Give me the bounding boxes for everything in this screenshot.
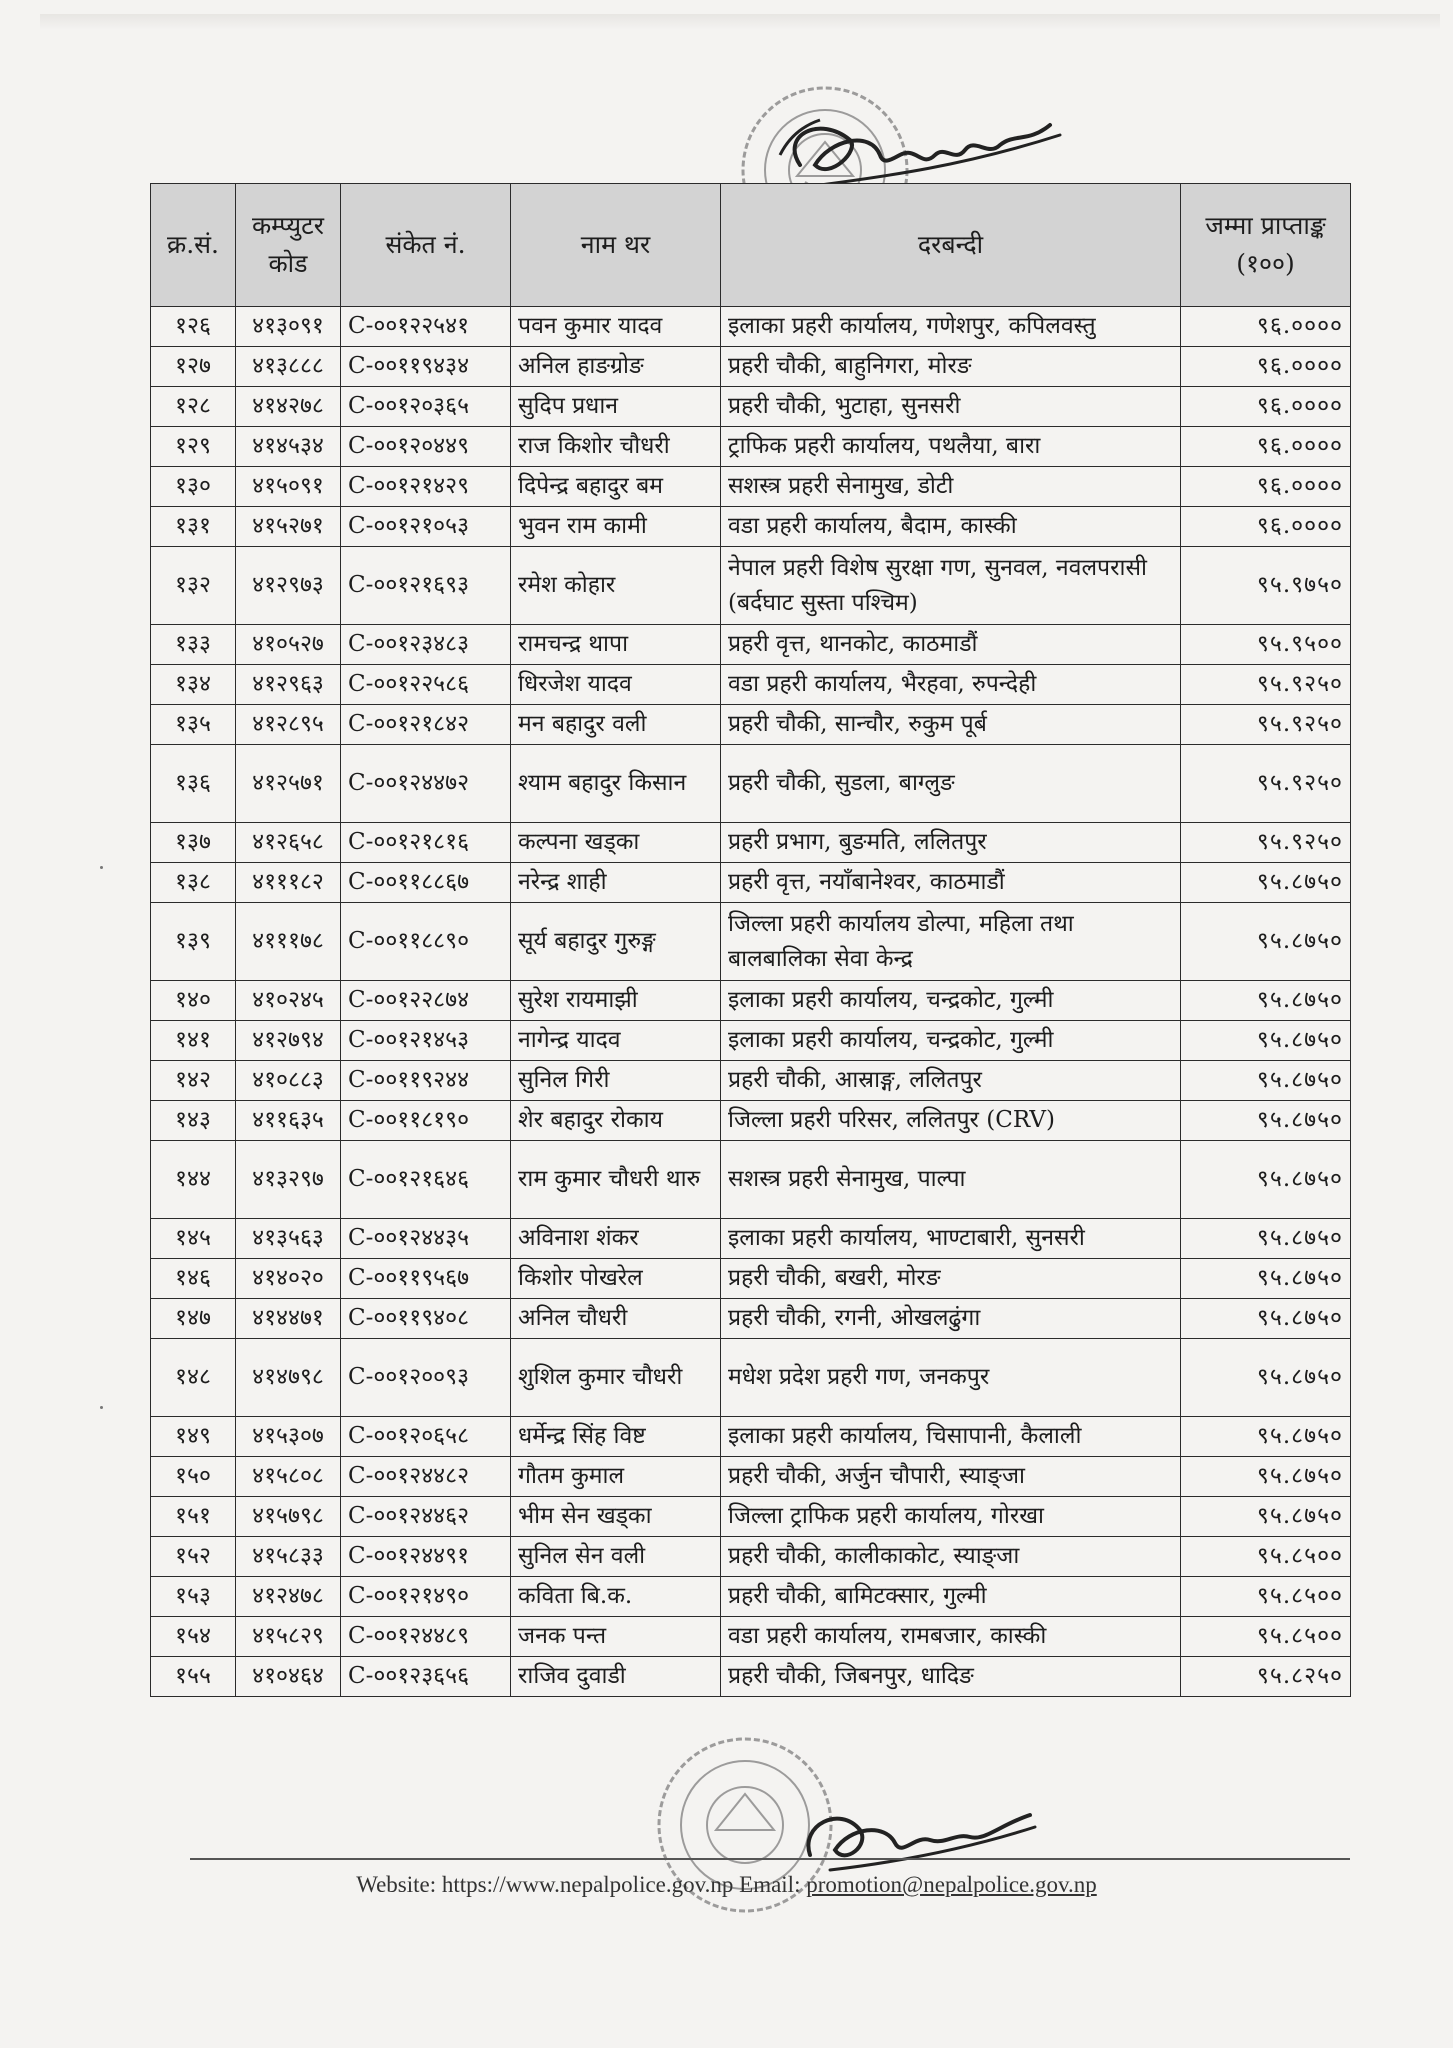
cell-name: मन बहादुर वली (511, 705, 721, 745)
cell-symbol-number: C-००१२१०५३ (341, 507, 511, 547)
cell-name: शेर बहादुर रोकाय (511, 1101, 721, 1141)
cell-post: सशस्त्र प्रहरी सेनामुख, डोटी (721, 467, 1181, 507)
cell-post: इलाका प्रहरी कार्यालय, चन्द्रकोट, गुल्मी (721, 1021, 1181, 1061)
website-label: Website: (356, 1872, 437, 1897)
cell-total-marks: ९५.८७५० (1181, 1219, 1351, 1259)
cell-total-marks: ९५.९५०० (1181, 625, 1351, 665)
cell-total-marks: ९५.९७५० (1181, 547, 1351, 625)
cell-post: प्रहरी चौकी, कालीकाकोट, स्याङ्जा (721, 1537, 1181, 1577)
cell-name: श्याम बहादुर किसान (511, 745, 721, 823)
cell-symbol-number: C-००१२००९३ (341, 1339, 511, 1417)
cell-name: भुवन राम कामी (511, 507, 721, 547)
cell-computer-code: ४१०४६४ (236, 1657, 341, 1697)
cell-post: जिल्ला प्रहरी परिसर, ललितपुर (CRV) (721, 1101, 1181, 1141)
cell-name: सुनिल सेन वली (511, 1537, 721, 1577)
cell-post: वडा प्रहरी कार्यालय, बैदाम, कास्की (721, 507, 1181, 547)
cell-computer-code: ४१२९६३ (236, 665, 341, 705)
table-row (151, 1101, 1351, 1141)
cell-computer-code: ४१२४७८ (236, 1577, 341, 1617)
cell-computer-code: ४१३२९७ (236, 1141, 341, 1219)
cell-symbol-number: C-००१२३४८३ (341, 625, 511, 665)
cell-symbol-number: C-००११९४०८ (341, 1299, 511, 1339)
cell-total-marks: ९६.०००० (1181, 507, 1351, 547)
signature-bottom (790, 1785, 1050, 1885)
cell-post: प्रहरी चौकी, रगनी, ओखलढुंगा (721, 1299, 1181, 1339)
cell-post: नेपाल प्रहरी विशेष सुरक्षा गण, सुनवल, नवलपरासी (बर्दघाट सुस्ता पश्चिम) (721, 547, 1181, 625)
cell-total-marks: ९५.९२५० (1181, 745, 1351, 823)
cell-post: इलाका प्रहरी कार्यालय, भाण्टाबारी, सुनसरी (721, 1219, 1181, 1259)
cell-serial-number: १२७ (151, 347, 236, 387)
footer (0, 1872, 1453, 1898)
cell-name: शुशिल कुमार चौधरी (511, 1339, 721, 1417)
cell-total-marks: ९५.८७५० (1181, 1141, 1351, 1219)
cell-post: प्रहरी वृत्त, नयाँबानेश्वर, काठमाडौं (721, 863, 1181, 903)
table-row (151, 307, 1351, 347)
cell-name: गौतम कुमाल (511, 1457, 721, 1497)
cell-post: प्रहरी चौकी, आस्राङ्ग, ललितपुर (721, 1061, 1181, 1101)
scan-dot (100, 1406, 103, 1409)
cell-symbol-number: C-००१२४४३५ (341, 1219, 511, 1259)
cell-computer-code: ४१३५६३ (236, 1219, 341, 1259)
cell-post: ट्राफिक प्रहरी कार्यालय, पथलैया, बारा (721, 427, 1181, 467)
cell-symbol-number: C-००११८१९० (341, 1101, 511, 1141)
cell-total-marks: ९६.०००० (1181, 387, 1351, 427)
cell-serial-number: १४३ (151, 1101, 236, 1141)
cell-computer-code: ४१२९७३ (236, 547, 341, 625)
cell-post: जिल्ला ट्राफिक प्रहरी कार्यालय, गोरखा (721, 1497, 1181, 1537)
cell-name: कविता बि.क. (511, 1577, 721, 1617)
cell-name: भीम सेन खड्का (511, 1497, 721, 1537)
cell-post: प्रहरी चौकी, बखरी, मोरङ (721, 1259, 1181, 1299)
cell-total-marks: ९५.८७५० (1181, 863, 1351, 903)
cell-post: वडा प्रहरी कार्यालय, भैरहवा, रुपन्देही (721, 665, 1181, 705)
table-row (151, 1219, 1351, 1259)
cell-total-marks: ९५.८७५० (1181, 1299, 1351, 1339)
cell-computer-code: ४१४५३४ (236, 427, 341, 467)
cell-computer-code: ४१२८९५ (236, 705, 341, 745)
cell-computer-code: ४१२७९४ (236, 1021, 341, 1061)
cell-computer-code: ४१४०२० (236, 1259, 341, 1299)
footer-divider (190, 1858, 1350, 1860)
cell-serial-number: १५१ (151, 1497, 236, 1537)
cell-name: अनिल चौधरी (511, 1299, 721, 1339)
cell-total-marks: ९६.०००० (1181, 307, 1351, 347)
cell-name: राजिव दुवाडी (511, 1657, 721, 1697)
cell-post: इलाका प्रहरी कार्यालय, चन्द्रकोट, गुल्मी (721, 981, 1181, 1021)
cell-post: जिल्ला प्रहरी कार्यालय डोल्पा, महिला तथा बालबालिका सेवा केन्द्र (721, 903, 1181, 981)
table-row (151, 347, 1351, 387)
cell-symbol-number: C-००१२०३६५ (341, 387, 511, 427)
cell-serial-number: १३९ (151, 903, 236, 981)
header-total-marks: जम्मा प्राप्ताङ्क (१००) (1181, 184, 1351, 307)
cell-computer-code: ४१११८२ (236, 863, 341, 903)
table-row (151, 823, 1351, 863)
cell-symbol-number: C-००१२१८४२ (341, 705, 511, 745)
table-row (151, 1457, 1351, 1497)
cell-computer-code: ४१०५२७ (236, 625, 341, 665)
cell-total-marks: ९५.८५०० (1181, 1577, 1351, 1617)
cell-symbol-number: C-००१२४४७२ (341, 745, 511, 823)
cell-serial-number: १३० (151, 467, 236, 507)
cell-name: रमेश कोहार (511, 547, 721, 625)
cell-post: प्रहरी प्रभाग, बुङमति, ललितपुर (721, 823, 1181, 863)
cell-name: सुदिप प्रधान (511, 387, 721, 427)
cell-total-marks: ९५.८७५० (1181, 1061, 1351, 1101)
cell-serial-number: १२६ (151, 307, 236, 347)
table-row (151, 625, 1351, 665)
table-row (151, 1497, 1351, 1537)
cell-computer-code: ४१०२४५ (236, 981, 341, 1021)
table-row (151, 467, 1351, 507)
cell-total-marks: ९६.०००० (1181, 347, 1351, 387)
cell-serial-number: १३६ (151, 745, 236, 823)
cell-name: कल्पना खड्का (511, 823, 721, 863)
cell-serial-number: १४५ (151, 1219, 236, 1259)
cell-total-marks: ९५.८५०० (1181, 1537, 1351, 1577)
cell-post: प्रहरी चौकी, सान्चौर, रुकुम पूर्ब (721, 705, 1181, 745)
cell-symbol-number: C-००१२१४२९ (341, 467, 511, 507)
table-row (151, 1577, 1351, 1617)
cell-symbol-number: C-००१२४४६२ (341, 1497, 511, 1537)
cell-serial-number: १४२ (151, 1061, 236, 1101)
cell-serial-number: १२९ (151, 427, 236, 467)
cell-computer-code: ४११६३५ (236, 1101, 341, 1141)
cell-serial-number: १४१ (151, 1021, 236, 1061)
table-row (151, 507, 1351, 547)
cell-symbol-number: C-००१२०६५८ (341, 1417, 511, 1457)
table-row (151, 903, 1351, 981)
cell-total-marks: ९५.८७५० (1181, 1497, 1351, 1537)
cell-computer-code: ४१४७९८ (236, 1339, 341, 1417)
table-row (151, 1259, 1351, 1299)
cell-total-marks: ९६.०००० (1181, 427, 1351, 467)
cell-post: इलाका प्रहरी कार्यालय, चिसापानी, कैलाली (721, 1417, 1181, 1457)
table-row (151, 1417, 1351, 1457)
cell-name: सुनिल गिरी (511, 1061, 721, 1101)
cell-post: प्रहरी चौकी, भुटाहा, सुनसरी (721, 387, 1181, 427)
cell-post: मधेश प्रदेश प्रहरी गण, जनकपुर (721, 1339, 1181, 1417)
table-row (151, 863, 1351, 903)
cell-symbol-number: C-००१२०४४९ (341, 427, 511, 467)
table-row (151, 1061, 1351, 1101)
cell-total-marks: ९५.८७५० (1181, 1021, 1351, 1061)
table-row (151, 547, 1351, 625)
table-row (151, 1299, 1351, 1339)
header-post: दरबन्दी (721, 184, 1181, 307)
table-row (151, 1141, 1351, 1219)
cell-total-marks: ९६.०००० (1181, 467, 1351, 507)
table-header-row (151, 184, 1351, 307)
cell-symbol-number: C-००१२१८१६ (341, 823, 511, 863)
cell-computer-code: ४१४४७१ (236, 1299, 341, 1339)
table-row (151, 1021, 1351, 1061)
cell-serial-number: १४० (151, 981, 236, 1021)
cell-serial-number: १३७ (151, 823, 236, 863)
cell-total-marks: ९५.८७५० (1181, 1417, 1351, 1457)
results-table (150, 183, 1351, 1697)
scan-dot (100, 866, 103, 869)
cell-total-marks: ९५.८७५० (1181, 1259, 1351, 1299)
cell-name: जनक पन्त (511, 1617, 721, 1657)
cell-name: किशोर पोखरेल (511, 1259, 721, 1299)
cell-name: नरेन्द्र शाही (511, 863, 721, 903)
cell-symbol-number: C-००१२२८७४ (341, 981, 511, 1021)
cell-computer-code: ४१३८८८ (236, 347, 341, 387)
table-row (151, 387, 1351, 427)
cell-serial-number: १२८ (151, 387, 236, 427)
cell-serial-number: १४६ (151, 1259, 236, 1299)
header-symbol-number: संकेत नं. (341, 184, 511, 307)
cell-serial-number: १४७ (151, 1299, 236, 1339)
cell-symbol-number: C-००१२१६९३ (341, 547, 511, 625)
cell-computer-code: ४१५०९१ (236, 467, 341, 507)
cell-name: सूर्य बहादुर गुरुङ्ग (511, 903, 721, 981)
cell-post: प्रहरी चौकी, बामिटक्सार, गुल्मी (721, 1577, 1181, 1617)
cell-symbol-number: C-००१२२५८६ (341, 665, 511, 705)
cell-symbol-number: C-००११८८९० (341, 903, 511, 981)
header-computer-code: कम्प्युटर कोड (236, 184, 341, 307)
cell-computer-code: ४१२५७१ (236, 745, 341, 823)
cell-name: रामचन्द्र थापा (511, 625, 721, 665)
cell-post: वडा प्रहरी कार्यालय, रामबजार, कास्की (721, 1617, 1181, 1657)
cell-name: नागेन्द्र यादव (511, 1021, 721, 1061)
cell-serial-number: १५४ (151, 1617, 236, 1657)
cell-name: राज किशोर चौधरी (511, 427, 721, 467)
cell-computer-code: ४१३०९१ (236, 307, 341, 347)
cell-symbol-number: C-००१२४४९१ (341, 1537, 511, 1577)
cell-computer-code: ४१२६५८ (236, 823, 341, 863)
cell-computer-code: ४१४२७८ (236, 387, 341, 427)
cell-total-marks: ९५.८५०० (1181, 1617, 1351, 1657)
cell-serial-number: १४४ (151, 1141, 236, 1219)
cell-post: प्रहरी चौकी, बाहुनिगरा, मोरङ (721, 347, 1181, 387)
cell-total-marks: ९५.८७५० (1181, 903, 1351, 981)
table-row (151, 705, 1351, 745)
cell-name: राम कुमार चौधरी थारु (511, 1141, 721, 1219)
cell-computer-code: ४१५३०७ (236, 1417, 341, 1457)
table-row (151, 1617, 1351, 1657)
cell-name: पवन कुमार यादव (511, 307, 721, 347)
cell-total-marks: ९५.९२५० (1181, 823, 1351, 863)
cell-serial-number: १५० (151, 1457, 236, 1497)
cell-serial-number: १४९ (151, 1417, 236, 1457)
scan-top-shadow (40, 14, 1440, 30)
cell-post: प्रहरी चौकी, सुडला, बाग्लुङ (721, 745, 1181, 823)
cell-serial-number: १३३ (151, 625, 236, 665)
cell-symbol-number: C-००१२४४८२ (341, 1457, 511, 1497)
cell-symbol-number: C-००११८८६७ (341, 863, 511, 903)
cell-computer-code: ४१५८३३ (236, 1537, 341, 1577)
cell-symbol-number: C-००१२१६४६ (341, 1141, 511, 1219)
cell-total-marks: ९५.८७५० (1181, 1339, 1351, 1417)
cell-symbol-number: C-००१२१४९० (341, 1577, 511, 1617)
header-serial-number: क्र.सं. (151, 184, 236, 307)
cell-computer-code: ४१५८०८ (236, 1457, 341, 1497)
header-name: नाम थर (511, 184, 721, 307)
table-row (151, 1339, 1351, 1417)
cell-total-marks: ९५.८७५० (1181, 1457, 1351, 1497)
email-link[interactable]: promotion@nepalpolice.gov.np (806, 1872, 1097, 1897)
cell-serial-number: १५३ (151, 1577, 236, 1617)
cell-symbol-number: C-००११९५६७ (341, 1259, 511, 1299)
cell-computer-code: ४१५२७१ (236, 507, 341, 547)
cell-serial-number: १३८ (151, 863, 236, 903)
cell-computer-code: ४१५७९८ (236, 1497, 341, 1537)
cell-name: दिपेन्द्र बहादुर बम (511, 467, 721, 507)
table-row (151, 1537, 1351, 1577)
cell-post: सशस्त्र प्रहरी सेनामुख, पाल्पा (721, 1141, 1181, 1219)
cell-computer-code: ४१०८८३ (236, 1061, 341, 1101)
cell-symbol-number: C-००११९२४४ (341, 1061, 511, 1101)
cell-serial-number: १५२ (151, 1537, 236, 1577)
table-row (151, 745, 1351, 823)
cell-name: सुरेश रायमाझी (511, 981, 721, 1021)
cell-serial-number: १३५ (151, 705, 236, 745)
cell-total-marks: ९५.९२५० (1181, 705, 1351, 745)
cell-post: प्रहरी चौकी, जिबनपुर, धादिङ (721, 1657, 1181, 1697)
cell-name: अनिल हाङग्रोङ (511, 347, 721, 387)
cell-total-marks: ९५.९२५० (1181, 665, 1351, 705)
website-link[interactable]: https://www.nepalpolice.gov.np (441, 1872, 734, 1897)
cell-computer-code: ४१५८२९ (236, 1617, 341, 1657)
cell-symbol-number: C-००१२१४५३ (341, 1021, 511, 1061)
cell-serial-number: १३२ (151, 547, 236, 625)
table-row (151, 427, 1351, 467)
table-row (151, 981, 1351, 1021)
table-row (151, 1657, 1351, 1697)
cell-post: प्रहरी वृत्त, थानकोट, काठमाडौं (721, 625, 1181, 665)
cell-symbol-number: C-००१२३६५६ (341, 1657, 511, 1697)
cell-total-marks: ९५.८७५० (1181, 1101, 1351, 1141)
cell-serial-number: १५५ (151, 1657, 236, 1697)
cell-serial-number: १४८ (151, 1339, 236, 1417)
cell-symbol-number: C-००१२२५४१ (341, 307, 511, 347)
cell-symbol-number: C-००११९४३४ (341, 347, 511, 387)
cell-total-marks: ९५.८७५० (1181, 981, 1351, 1021)
cell-symbol-number: C-००१२४४८९ (341, 1617, 511, 1657)
cell-total-marks: ९५.८२५० (1181, 1657, 1351, 1697)
cell-serial-number: १३४ (151, 665, 236, 705)
table-row (151, 665, 1351, 705)
cell-serial-number: १३१ (151, 507, 236, 547)
cell-post: इलाका प्रहरी कार्यालय, गणेशपुर, कपिलवस्तु (721, 307, 1181, 347)
cell-name: धर्मेन्द्र सिंह विष्ट (511, 1417, 721, 1457)
cell-computer-code: ४१११७८ (236, 903, 341, 981)
cell-post: प्रहरी चौकी, अर्जुन चौपारी, स्याङ्जा (721, 1457, 1181, 1497)
cell-name: धिरजेश यादव (511, 665, 721, 705)
email-label: Email: (739, 1872, 801, 1897)
cell-name: अविनाश शंकर (511, 1219, 721, 1259)
